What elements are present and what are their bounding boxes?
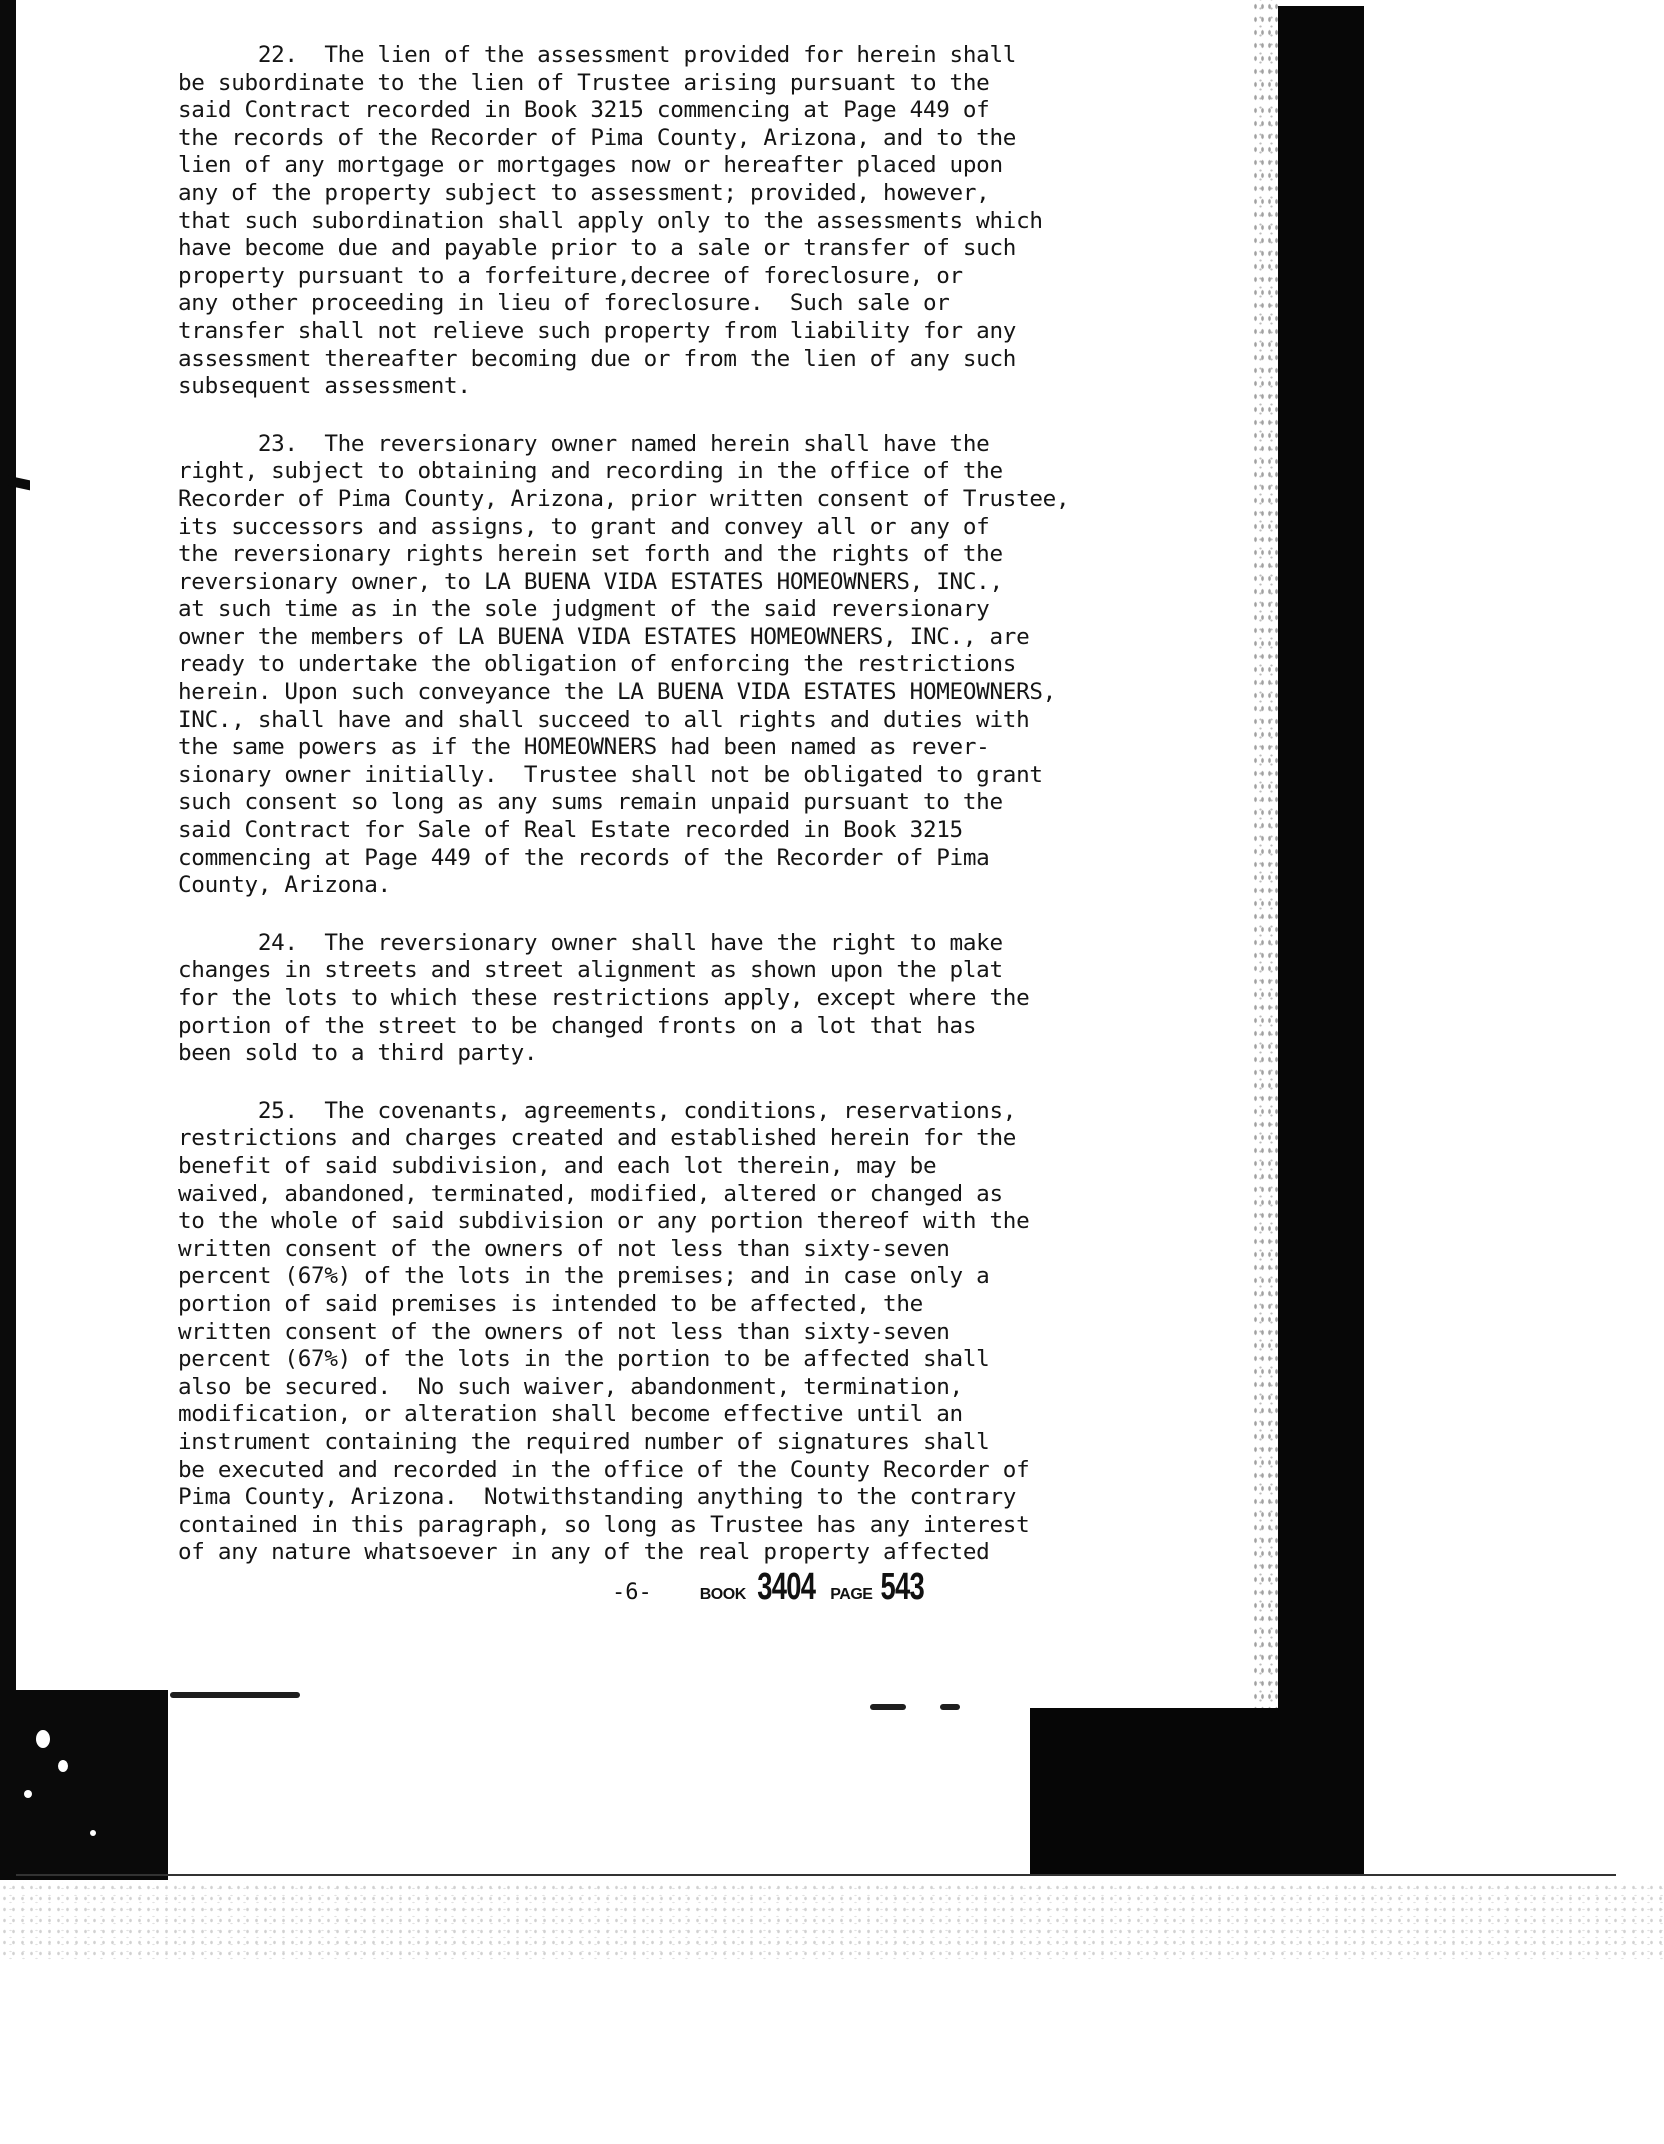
page-footer [612, 1566, 933, 1609]
paragraph-23: 23. The reversionary owner named herein shall have the right, subject to obtaining and recording in the office of the Recorder of Pima County, Arizona, prior written consent of Trustee, its successors and assigns, to grant and convey all or any of the reversionary rights herein set forth and the rights of the reversionary owner, to LA BUENA VIDA ESTATES HOMEOWNERS, INC., at such time as in the sole judgment of the said reversionary owner the members of LA BUENA VIDA ESTATES HOMEOWNERS, INC., are ready to undertake the obligation of enforcing the restrictions herein. Upon such conveyance the LA BUENA VIDA ESTATES HOMEOWNERS, INC., shall have and shall succeed to all rights and duties with the same powers as if the HOMEOWNERS had been named as rever- sionary owner initially. Trustee shall not be obligated to grant such consent so long as any sums remain unpaid pursuant to the said Contract for Sale of Real Estate recorded in Book 3215 commencing at Page 449 of the records of the Recorder of Pima County, Arizona. [178, 430, 1070, 899]
page-stamp-label: PAGE [830, 1586, 873, 1603]
scan-bar-right [1278, 6, 1364, 1876]
scan-edge-left [0, 0, 16, 1720]
book-stamp-label: BOOK [699, 1586, 746, 1603]
paragraph-22: 22. The lien of the assessment provided for herein shall be subordinate to the lien of Trustee arising pursuant to the said Contract recorded in Book 3215 commencing at Page 449 of the records of the Recorder of Pima County, Arizona, and to the lien of any mortgage or mortgages now or hereafter placed upon any of the property subject to assessment; provided, however, that such subordination shall apply only to the assessments which have become due and payable prior to a sale or transfer of such property pursuant to a forfeiture,decree of foreclosure, or any other proceeding in lieu of foreclosure. Such sale or transfer shall not relieve such property from liability for any assessment thereafter becoming due or from the lien of any such subsequent assessment. [178, 42, 1043, 400]
scan-spot [90, 1830, 96, 1836]
scan-bottom-rule [16, 1874, 1616, 1876]
scan-spot [36, 1730, 50, 1748]
scan-block-bottom-right [1030, 1708, 1280, 1876]
scan-smudge [940, 1704, 960, 1710]
scan-noise-band [0, 1882, 1664, 1962]
paragraph-24: 24. The reversionary owner shall have the right to make changes in streets and street alignment as shown upon the plat for the lots to which these restrictions apply, except where the portion of the street to be changed fronts on a lot that has been sold to a third party. [178, 929, 1030, 1067]
book-stamp-number: 3404 [757, 1566, 816, 1608]
paragraph-25: 25. The covenants, agreements, conditions, reservations, restrictions and charges created and established herein for the benefit of said subdivision, and each lot therein, may be waived, abandoned, terminated, modified, altered or changed as to the whole of said subdivision or any portion thereof with the written consent of the owners of not less than sixty-seven percent (67%) of the lots in the premises; and in case only a portion of said premises is intended to be affected, the written consent of the owners of not less than sixty-seven percent (67%) of the lots in the portion to be affected shall also be secured. No such waiver, abandonment, termination, modification, or alteration shall become effective until an instrument containing the required number of signatures shall be executed and recorded in the office of the County Recorder of Pima County, Arizona. Notwithstanding anything to the contrary contained in this paragraph, so long as Trustee has any interest of any nature whatsoever in any of the real property affected [178, 1097, 1030, 1566]
document-body [178, 42, 1248, 1567]
page-number: -6- [612, 1580, 652, 1605]
scan-block-bottom-left [0, 1690, 168, 1880]
scan-spot [58, 1760, 68, 1772]
scan-smudge [170, 1692, 300, 1698]
scan-spot [24, 1790, 32, 1798]
page-stamp-number: 543 [880, 1566, 925, 1608]
scan-speckle-right [1252, 0, 1280, 1870]
scan-smudge [870, 1704, 906, 1710]
